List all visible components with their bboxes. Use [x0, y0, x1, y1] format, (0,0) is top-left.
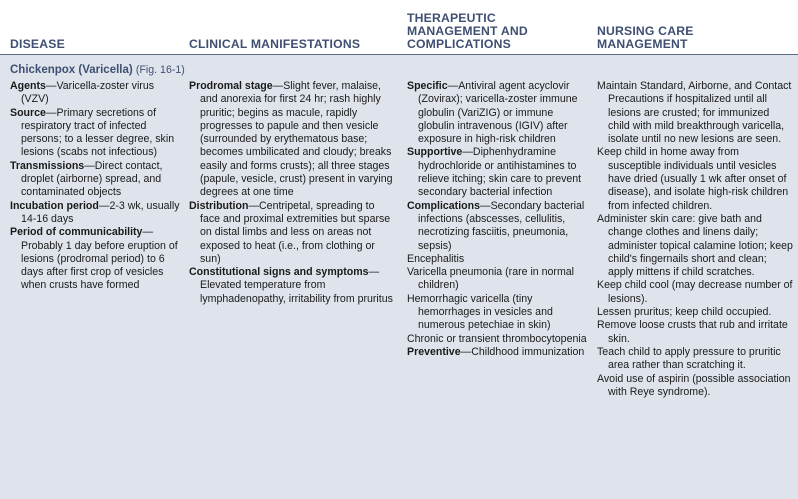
- nursing-entry-skin-care: Administer skin care: give bath and change clothes and linens daily; administer topical calamine lotion; keep child's fingernails short and clean; apply mittens if child scratches.: [597, 212, 793, 279]
- nursing-entry-precautions: Maintain Standard, Airborne, and Contact Precautions if hospitalized until all lesions are crusted; for immunized child with mild breakthrough varicella, isolate until no new lesions are seen.: [597, 80, 792, 146]
- therapeutic-column: [407, 80, 587, 359]
- clinical-entry-constitutional: Constitutional signs and symptoms—Elevated temperature from lymphadenopathy, irritability from pruritus: [189, 266, 393, 305]
- clinical-entry-prodromal: Prodromal stage—Slight fever, malaise, and anorexia for first 24 hr; rash highly pruritic; begins as macule, rapidly progresses to papule and then vesicle (surrounded by erythematous base; becomes umbilicated and cloudy; breaks easily and forms crusts); all three stages (papule, vesicle, crust) present in varying degrees at one time: [189, 80, 393, 199]
- disease-entry-agents: Agents—Varicella-zoster virus (VZV): [10, 80, 155, 106]
- therapeutic-entry-preventive: Preventive—Childhood immunization: [407, 345, 585, 358]
- disease-entry-transmissions: Transmissions—Direct contact, droplet (airborne) spread, and contaminated objects: [10, 159, 163, 199]
- nursing-entry-aspirin: Avoid use of aspirin (possible association with Reye syndrome).: [597, 372, 791, 398]
- nursing-entry-keep-cool: Keep child cool (may decrease number of lesions).: [597, 279, 793, 305]
- header-nursing-care: NURSING CARE MANAGEMENT: [597, 24, 694, 51]
- therapeutic-entry-specific: Specific—Antiviral agent acyclovir (Zovirax); varicella-zoster immune globulin (VariZIG) or immune globulin intravenous (IGIV) after exposure in high-risk children: [407, 80, 578, 146]
- header-therapeutic: THERAPEUTIC MANAGEMENT AND COMPLICATIONS: [407, 11, 528, 51]
- nursing-entry-pruritus: Lessen pruritus; keep child occupied.: [597, 306, 772, 319]
- therapeutic-entry-supportive: Supportive—Diphenhydramine hydrochloride or antihistamines to relieve itching; skin care to prevent secondary bacterial infection: [407, 146, 582, 199]
- therapeutic-entry-hemorrhagic: Hemorrhagic varicella (tiny hemorrhages in vesicles and numerous petechiae in skin): [407, 292, 553, 332]
- therapeutic-entry-thrombocytopenia: Chronic or transient thrombocytopenia: [407, 332, 587, 345]
- disease-entry-incubation: Incubation period—2-3 wk, usually 14-16 days: [10, 199, 180, 225]
- disease-entry-communicability: Period of communicability—Probably 1 day before eruption of lesions (prodromal period) to 6 days after first crop of vesicles when crusts have formed: [10, 226, 178, 292]
- section-title: Chickenpox (Varicella) (Fig. 16-1): [10, 64, 185, 76]
- nursing-column: [597, 80, 793, 399]
- disease-entry-source: Source—Primary secretions of respiratory tract of infected persons; to a lesser degree, skin lesions (scabs not infectious): [10, 106, 175, 159]
- nursing-entry-isolation: Keep child in home away from susceptible individuals until vesicles have dried (usually 1 wk after onset of disease), and isolate high-risk children from infected children.: [597, 146, 789, 212]
- header-clinical-manifestations: CLINICAL MANIFESTATIONS: [189, 37, 361, 51]
- therapeutic-entry-encephalitis: Encephalitis: [407, 252, 465, 265]
- clinical-column: [189, 80, 397, 306]
- clinical-entry-distribution: Distribution—Centripetal, spreading to face and proximal extremities but sparse on distal limbs and less on areas not exposed to heat (i.e., from clothing or sun): [189, 199, 391, 265]
- therapeutic-entry-pneumonia: Varicella pneumonia (rare in normal children): [407, 266, 575, 292]
- disease-column: [10, 80, 182, 293]
- header-disease: DISEASE: [10, 37, 65, 51]
- therapeutic-entry-complications: Complications—Secondary bacterial infections (abscesses, cellulitis, necrotizing fasciitis, pneumonia, sepsis): [407, 199, 585, 252]
- nursing-entry-crusts: Remove loose crusts that rub and irritate skin.: [597, 319, 788, 345]
- nursing-entry-pressure: Teach child to apply pressure to pruritic area rather than scratching it.: [597, 345, 781, 372]
- table-header: [0, 0, 798, 55]
